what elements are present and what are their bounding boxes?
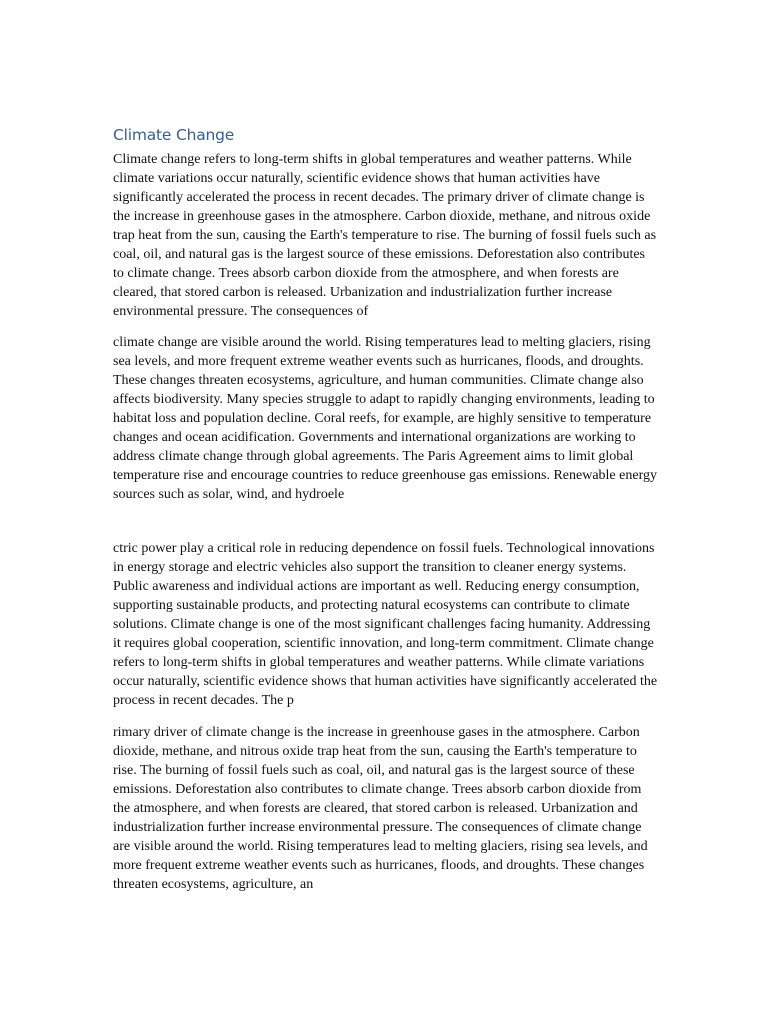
paragraph-1: Climate change refers to long-term shifts in global temperatures and weather patterns. While climate variations occur naturally, scientific evidence shows that human activities have significantly accelerated the process in recent decades. The primary driver of climate change is the increase in greenhouse gases in the atmosphere. Carbon dioxide, methane, and nitrous oxide trap heat from the sun, causing the Earth's temperature to rise. The burning of fossil fuels such as coal, oil, and natural gas is the largest source of these emissions. Deforestation also contributes to climate change. Trees absorb carbon dioxide from the atmosphere, and when forests are cleared, that stored carbon is released. Urbanization and industrialization further increase environmental pressure. The consequences of [113,152,657,319]
paragraph-2: climate change are visible around the world. Rising temperatures lead to melting glaciers, rising sea levels, and more frequent extreme weather events such as hurricanes, floods, and droughts. These changes threaten ecosystems, agriculture, and human communities. Climate change also affects biodiversity. Many species struggle to adapt to rapidly changing environments, leading to habitat loss and population decline. Coral reefs, for example, are highly sensitive to temperature changes and ocean acidification. Governments and international organizations are working to address climate change through global agreements. The Paris Agreement aims to limit global temperature rise and encourage countries to reduce greenhouse gas emissions. Renewable energy sources such as solar, wind, and hydroele [113,335,657,502]
paragraph-4: rimary driver of climate change is the increase in greenhouse gases in the atmosphere. Carbon dioxide, methane, and nitrous oxide trap heat from the sun, causing the Earth's temperature to rise. The burning of fossil fuels such as coal, oil, and natural gas is the largest source of these emissions. Deforestation also contributes to climate change. Trees absorb carbon dioxide from the atmosphere, and when forests are cleared, that stored carbon is released. Urbanization and industrialization further increase environmental pressure. The consequences of climate change are visible around the world. Rising temperatures lead to melting glaciers, rising sea levels, and more frequent extreme weather events such as hurricanes, floods, and droughts. These changes threaten ecosystems, agriculture, an [113,725,648,892]
paragraph-3: ctric power play a critical role in reducing dependence on fossil fuels. Technological innovations in energy storage and electric vehicles also support the transition to cleaner energy systems. Public awareness and individual actions are important as well. Reducing energy consumption, supporting sustainable products, and protecting natural ecosystems can contribute to climate solutions. Climate change is one of the most significant challenges facing humanity. Addressing it requires global cooperation, scientific innovation, and long-term commitment. Climate change refers to long-term shifts in global temperatures and weather patterns. While climate variations occur naturally, scientific evidence shows that human activities have significantly accelerated the process in recent decades. The p [113,541,658,708]
document-heading: Climate Change [113,126,235,144]
